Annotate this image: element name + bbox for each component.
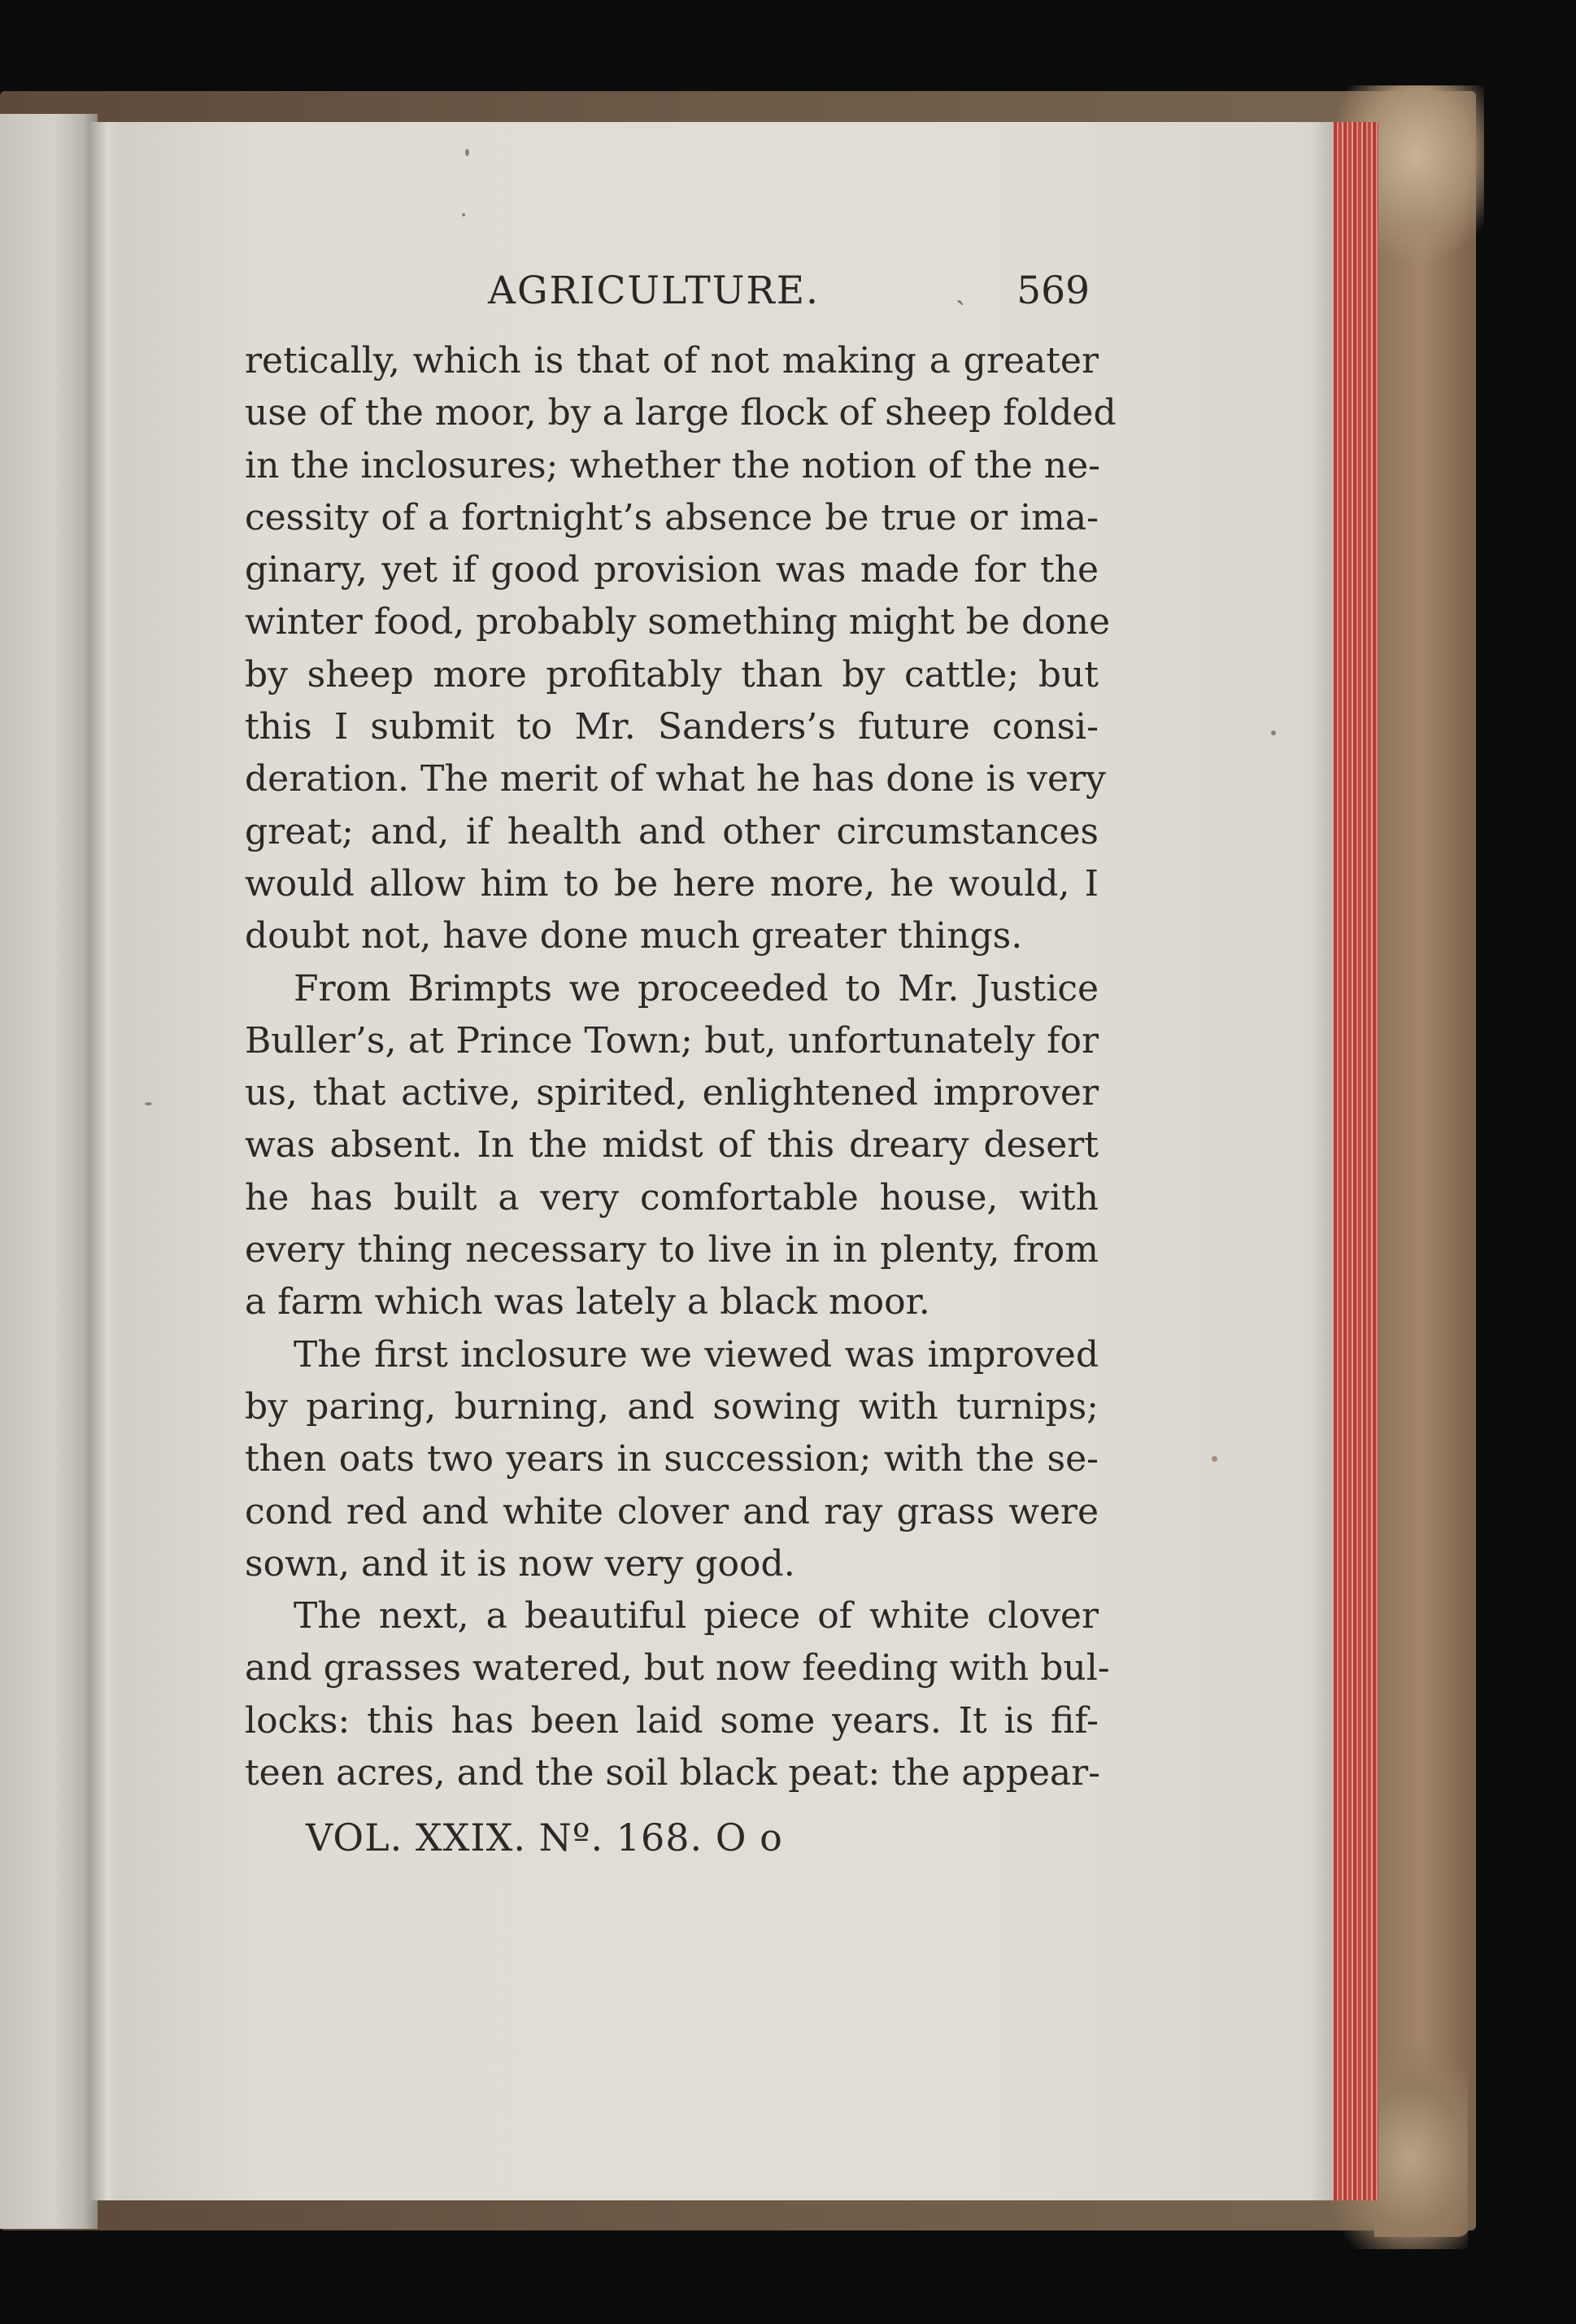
text-line: winter food, probably something might be done [245, 601, 1110, 643]
book-cover-edge [1374, 122, 1470, 2237]
paper-speck [145, 1102, 152, 1105]
red-page-edges [1334, 122, 1378, 2200]
text-line: locks: this has been laid some years. It is fif- [245, 1699, 1099, 1742]
signature-line: VOL. XXIX. Nº. 168. O o [306, 1816, 783, 1860]
text-line: was absent. In the midst of this dreary desert [245, 1124, 1099, 1166]
text-line: us, that active, spirited, enlightened improver [245, 1072, 1099, 1114]
page-header [488, 268, 1090, 325]
paragraph-start: From Brimpts we proceeded to Mr. Justice [294, 967, 1099, 1009]
text-line: doubt not, have done much greater things. [245, 915, 1023, 957]
page-number: 569 [1017, 268, 1090, 313]
text-line: every thing necessary to live in in plenty, from [245, 1229, 1099, 1271]
paper-speck [462, 213, 465, 216]
text-line: then oats two years in succession; with the se- [245, 1438, 1099, 1480]
text-line: this I submit to Mr. Sanders’s future consi- [245, 706, 1099, 748]
body-text [245, 335, 1117, 1799]
text-line: cond red and white clover and ray grass were [245, 1490, 1099, 1533]
page-edge-shadow [1309, 122, 1334, 2200]
text-line: would allow him to be here more, he would, I [245, 862, 1099, 905]
text-line: ginary, yet if good provision was made for the [245, 549, 1099, 591]
paper-speck [1212, 1456, 1217, 1462]
text-line: sown, and it is now very good. [245, 1542, 795, 1585]
paragraph-start: The next, a beautiful piece of white clover [294, 1595, 1099, 1637]
paper-speck [1271, 730, 1276, 735]
text-line: in the inclosures; whether the notion of the ne- [245, 444, 1101, 486]
text-line: and grasses watered, but now feeding with bul- [245, 1647, 1110, 1690]
text-line: great; and, if health and other circumstances [245, 810, 1099, 852]
text-line: retically, which is that of not making a greater [245, 340, 1099, 382]
running-title: AGRICULTURE. [488, 268, 820, 313]
margin-mark: ˏ [956, 273, 965, 306]
text-line: by paring, burning, and sowing with turnips; [245, 1385, 1099, 1428]
text-line: teen acres, and the soil black peat: the appear- [245, 1752, 1101, 1794]
text-line: cessity of a fortnight’s absence be true or ima- [245, 496, 1099, 538]
text-line: deration. The merit of what he has done is very [245, 758, 1106, 800]
text-line: he has built a very comfortable house, with [245, 1176, 1099, 1219]
text-line: use of the moor, by a large flock of sheep folded [245, 392, 1117, 434]
facing-page [0, 114, 98, 2229]
paper-speck [465, 149, 469, 156]
page-gutter [89, 122, 120, 2200]
text-line: Buller’s, at Prince Town; but, unfortunately for [245, 1019, 1099, 1062]
text-line: by sheep more profitably than by cattle; but [245, 653, 1099, 695]
paragraph-start: The first inclosure we viewed was improved [294, 1333, 1099, 1376]
text-line: a farm which was lately a black moor. [245, 1281, 930, 1323]
